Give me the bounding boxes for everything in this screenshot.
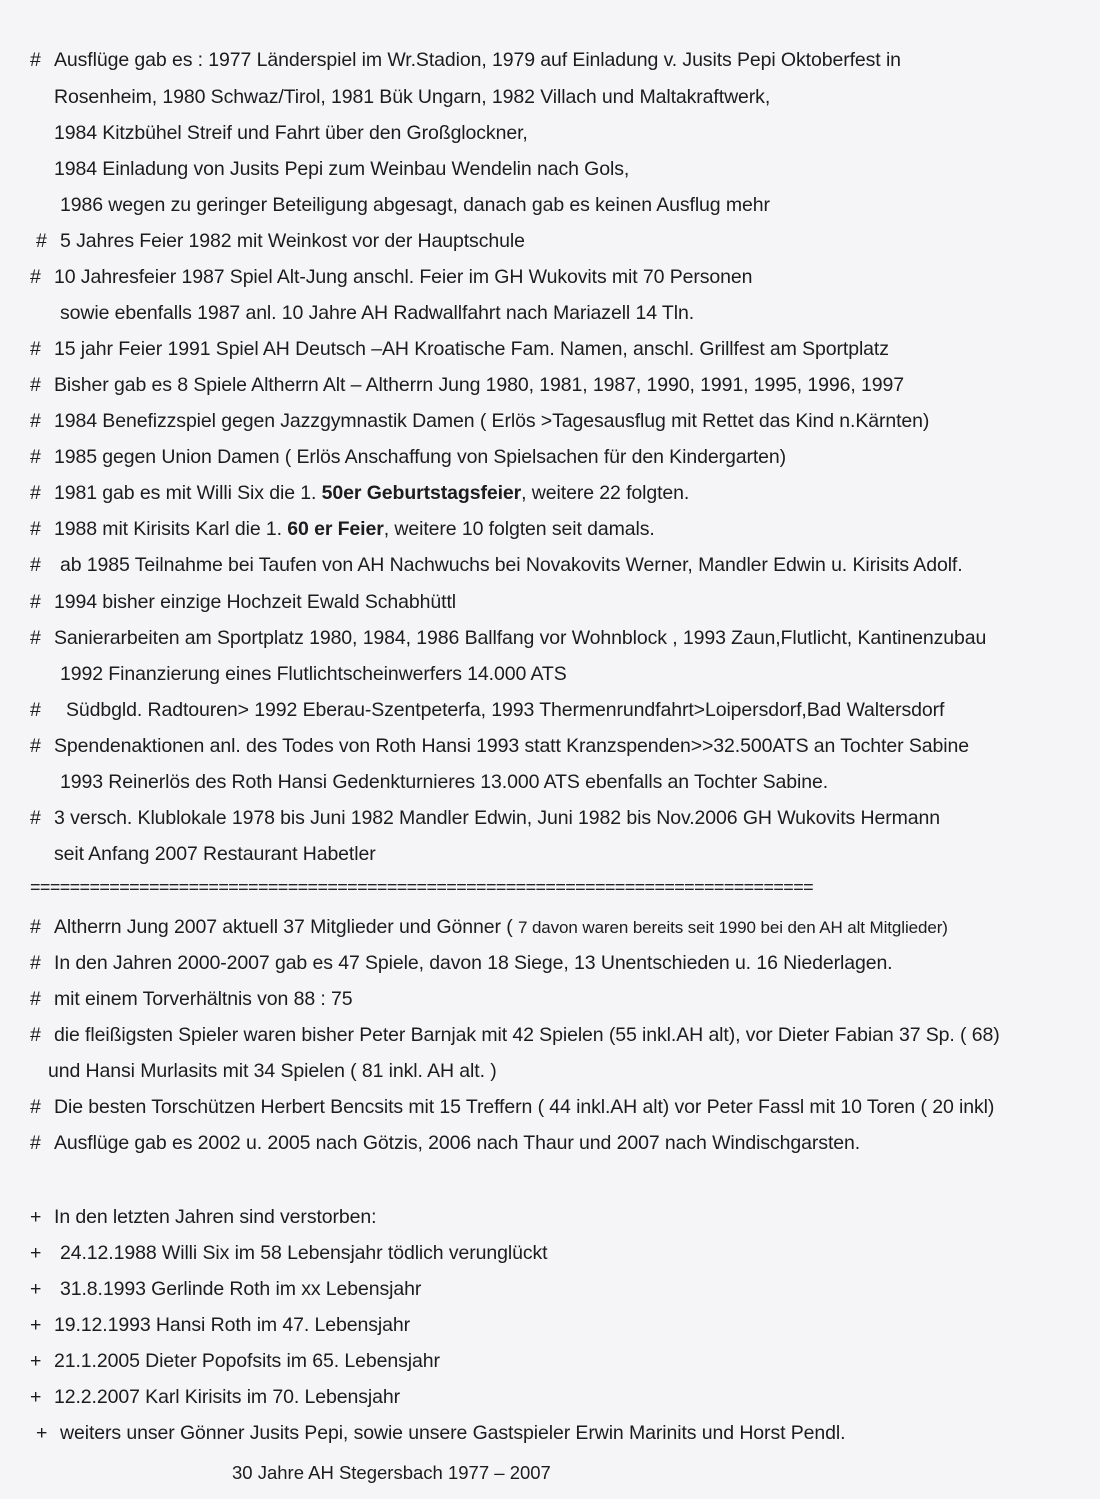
plus-marker: + (30, 1314, 42, 1336)
line-text: Südbgld. Radtouren> 1992 Eberau-Szentpeterfa, 1993 Thermenrundfahrt>Loipersdorf,Bad Waltersdorf (66, 699, 945, 721)
text-line (30, 806, 940, 830)
text-line (30, 987, 353, 1011)
text-line (30, 1385, 400, 1409)
line-text: mit einem Torverhältnis von 88 : 75 (54, 988, 353, 1010)
hash-marker: # (30, 482, 41, 504)
text-line (30, 1023, 1000, 1047)
line-text: und Hansi Murlasits mit 34 Spielen ( 81 inkl. AH alt. ) (48, 1060, 497, 1082)
line-text-small: 7 davon waren bereits seit 1990 bei den AH alt Mitglieder) (517, 918, 948, 937)
line-text: , weitere 10 folgten seit damals. (383, 518, 655, 540)
hash-marker: # (30, 446, 41, 468)
text-line (30, 734, 969, 758)
line-text-bold: 60 er Feier (287, 518, 384, 540)
text-line (54, 121, 528, 145)
plus-marker: + (36, 1422, 48, 1444)
hash-marker: # (30, 49, 41, 71)
line-text: 12.2.2007 Karl Kirisits im 70. Lebensjahr (54, 1386, 401, 1408)
text-line (30, 1313, 410, 1337)
hash-marker: # (30, 952, 41, 974)
text-line (30, 626, 986, 650)
line-text: sowie ebenfalls 1987 anl. 10 Jahre AH Radwallfahrt nach Mariazell 14 Tln. (60, 302, 695, 324)
text-line (30, 337, 889, 361)
plus-marker: + (30, 1278, 42, 1300)
text-line (30, 1349, 440, 1373)
line-text: In den letzten Jahren sind verstorben: (54, 1206, 377, 1228)
hash-marker: # (30, 1132, 41, 1154)
text-line (30, 1277, 421, 1301)
hash-marker: # (30, 1024, 41, 1046)
text-line (48, 1059, 497, 1083)
line-text: Spendenaktionen anl. des Todes von Roth Hansi 1993 statt Kranzspenden>>32.500ATS an Tochter Sabine (54, 735, 969, 757)
line-text: Bisher gab es 8 Spiele Altherrn Alt – Altherrn Jung 1980, 1981, 1987, 1990, 1991, 1995, 1996, 1997 (54, 374, 904, 396)
hash-marker: # (30, 410, 41, 432)
text-line (30, 698, 944, 722)
text-line (54, 157, 629, 181)
hash-marker: # (30, 916, 41, 938)
line-text: 1981 gab es mit Willi Six die 1. (54, 482, 322, 504)
text-line (30, 553, 963, 577)
text-line (30, 1205, 376, 1229)
text-line (30, 48, 901, 72)
text-line (36, 1421, 845, 1445)
text-line (36, 229, 525, 253)
line-text: seit Anfang 2007 Restaurant Habetler (54, 843, 376, 865)
text-line (30, 951, 893, 975)
hash-marker: # (30, 627, 41, 649)
plus-marker: + (30, 1206, 42, 1228)
text-line (30, 590, 456, 614)
text-line (60, 662, 567, 686)
text-line (30, 1131, 860, 1155)
line-text: 24.12.1988 Willi Six im 58 Lebensjahr tödlich verunglückt (60, 1242, 548, 1264)
line-text: 5 Jahres Feier 1982 mit Weinkost vor der Hauptschule (60, 230, 525, 252)
hash-marker: # (30, 554, 41, 576)
line-text: weiters unser Gönner Jusits Pepi, sowie unsere Gastspieler Erwin Marinits und Horst Pendl. (60, 1422, 846, 1444)
line-text: Altherrn Jung 2007 aktuell 37 Mitglieder und Gönner ( (54, 916, 518, 938)
plus-marker: + (30, 1350, 42, 1372)
line-text: 1984 Einladung von Jusits Pepi zum Weinbau Wendelin nach Gols, (54, 158, 630, 180)
text-line (30, 1241, 548, 1265)
plus-marker: + (30, 1242, 42, 1264)
line-text: Rosenheim, 1980 Schwaz/Tirol, 1981 Bük Ungarn, 1982 Villach und Maltakraftwerk, (54, 86, 771, 108)
hash-marker: # (30, 699, 41, 721)
text-line (60, 770, 828, 794)
text-line (30, 265, 752, 289)
line-text: 1992 Finanzierung eines Flutlichtscheinwerfers 14.000 ATS (60, 663, 567, 685)
hash-marker: # (30, 807, 41, 829)
hash-marker: # (30, 266, 41, 288)
hash-marker: # (30, 1096, 41, 1118)
hash-marker: # (36, 230, 47, 252)
separator-line: =============================================================================== (30, 877, 814, 897)
hash-marker: # (30, 735, 41, 757)
line-text: 19.12.1993 Hansi Roth im 47. Lebensjahr (54, 1314, 411, 1336)
line-text: , weitere 22 folgten. (521, 482, 690, 504)
line-text: 1986 wegen zu geringer Beteiligung abgesagt, danach gab es keinen Ausflug mehr (60, 194, 770, 216)
hash-marker: # (30, 374, 41, 396)
page-footer: 30 Jahre AH Stegersbach 1977 – 2007 (232, 1462, 551, 1483)
text-line (30, 409, 929, 433)
text-line (30, 517, 655, 541)
line-text: 1984 Benefizzspiel gegen Jazzgymnastik Damen ( Erlös >Tagesausflug mit Rettet das Kind n.Kärnten) (54, 410, 930, 432)
text-line (60, 301, 694, 325)
plus-marker: + (30, 1386, 42, 1408)
line-text: Ausflüge gab es 2002 u. 2005 nach Götzis, 2006 nach Thaur und 2007 nach Windischgarsten. (54, 1132, 861, 1154)
text-line (54, 842, 376, 866)
text-line (30, 445, 786, 469)
hash-marker: # (30, 338, 41, 360)
line-text: die fleißigsten Spieler waren bisher Peter Barnjak mit 42 Spielen (55 inkl.AH alt), vor Dieter Fabian 37 Sp. ( 68) (54, 1024, 1000, 1046)
line-text: 1984 Kitzbühel Streif und Fahrt über den Großglockner, (54, 122, 528, 144)
line-text: 10 Jahresfeier 1987 Spiel Alt-Jung anschl. Feier im GH Wukovits mit 70 Personen (54, 266, 753, 288)
line-text: 1993 Reinerlös des Roth Hansi Gedenkturnieres 13.000 ATS ebenfalls an Tochter Sabine. (60, 771, 829, 793)
hash-marker: # (30, 518, 41, 540)
text-line (30, 915, 948, 940)
line-text: 1994 bisher einzige Hochzeit Ewald Schabhüttl (54, 591, 457, 613)
hash-marker: # (30, 591, 41, 613)
text-line (54, 85, 770, 109)
line-text: In den Jahren 2000-2007 gab es 47 Spiele, davon 18 Siege, 13 Unentschieden u. 16 Niederlagen. (54, 952, 893, 974)
line-text: 1988 mit Kirisits Karl die 1. (54, 518, 288, 540)
hash-marker: # (30, 988, 41, 1010)
line-text: 21.1.2005 Dieter Popofsits im 65. Lebensjahr (54, 1350, 440, 1372)
line-text: Die besten Torschützen Herbert Bencsits mit 15 Treffern ( 44 inkl.AH alt) vor Peter Fassl mit 10 Toren ( 20 inkl) (54, 1096, 995, 1118)
text-line (60, 193, 770, 217)
line-text: Ausflüge gab es : 1977 Länderspiel im Wr.Stadion, 1979 auf Einladung v. Jusits Pepi Oktoberfest in (54, 49, 901, 71)
line-text: Sanierarbeiten am Sportplatz 1980, 1984, 1986 Ballfang vor Wohnblock , 1993 Zaun,Flutlicht, Kantinenzubau (54, 627, 987, 649)
text-line (30, 373, 904, 397)
text-line (30, 1095, 994, 1119)
text-line (30, 481, 689, 505)
line-text: 31.8.1993 Gerlinde Roth im xx Lebensjahr (60, 1278, 422, 1300)
line-text: ab 1985 Teilnahme bei Taufen von AH Nachwuchs bei Novakovits Werner, Mandler Edwin u. Kirisits Adolf. (60, 554, 963, 576)
line-text: 15 jahr Feier 1991 Spiel AH Deutsch –AH Kroatische Fam. Namen, anschl. Grillfest am Sportplatz (54, 338, 889, 360)
line-text: 1985 gegen Union Damen ( Erlös Anschaffung von Spielsachen für den Kindergarten) (54, 446, 787, 468)
line-text-bold: 50er Geburtstagsfeier (321, 482, 522, 504)
line-text: 3 versch. Klublokale 1978 bis Juni 1982 Mandler Edwin, Juni 1982 bis Nov.2006 GH Wukovits Hermann (54, 807, 940, 829)
